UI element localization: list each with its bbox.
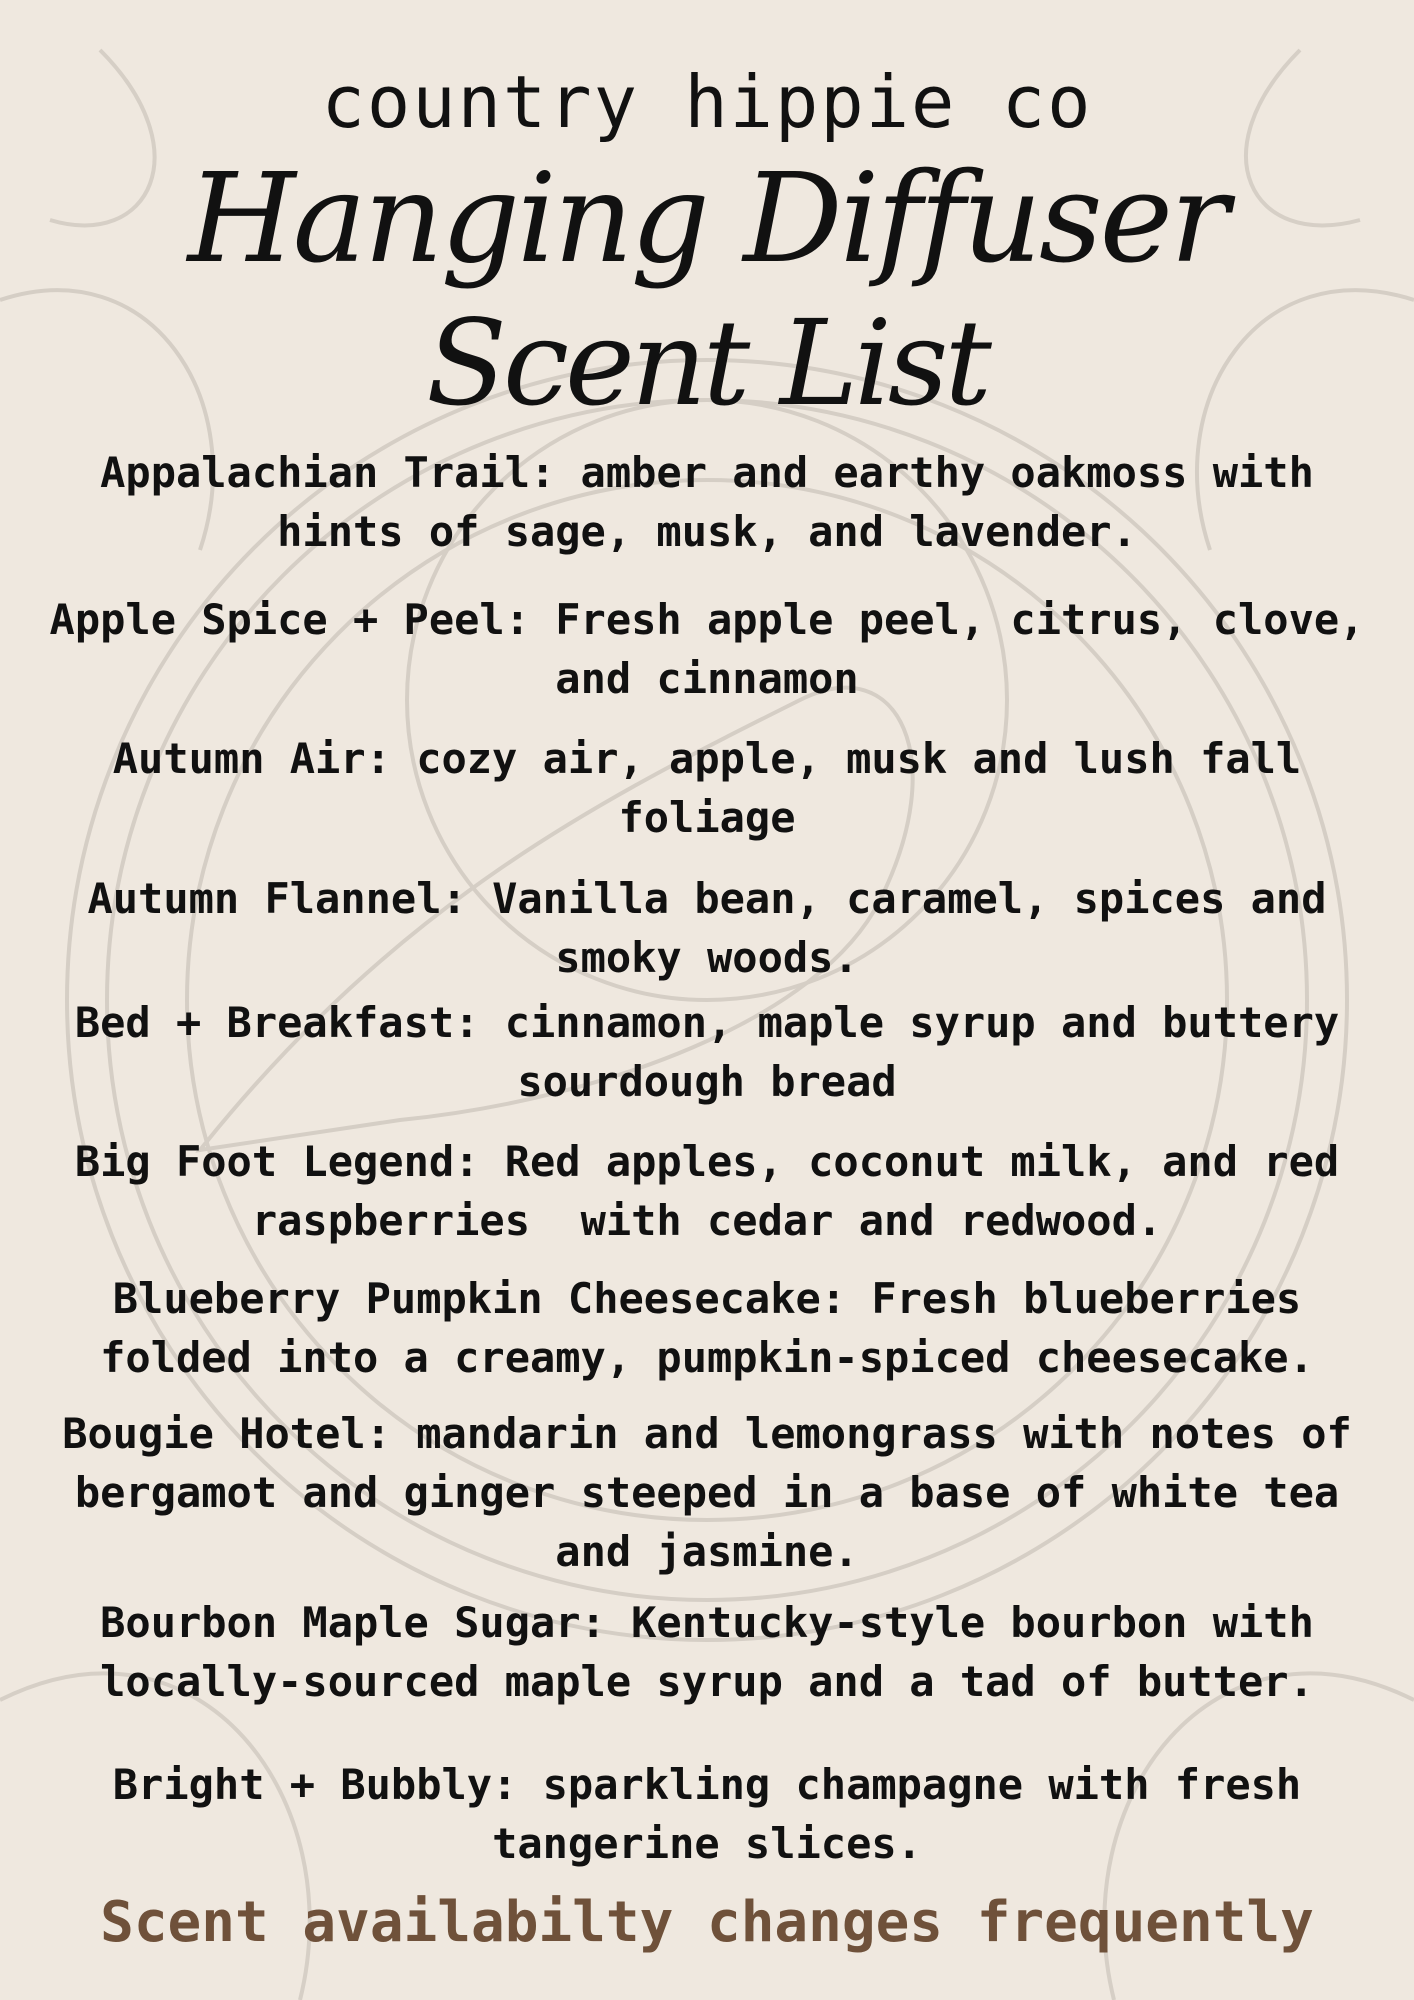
brand-name: country hippie co: [321, 60, 1093, 144]
scent-entry: Autumn Air: cozy air, apple, musk and lush fall foliage: [112, 734, 1327, 842]
scent-entry: Blueberry Pumpkin Cheesecake: Fresh blueberries folded into a creamy, pumpkin-spiced cheesecake.: [100, 1274, 1327, 1382]
scent-entry: Bourbon Maple Sugar: Kentucky-style bourbon with locally-sourced maple syrup and a tad of butter.: [100, 1598, 1340, 1706]
availability-notice: Scent availabilty changes frequently: [100, 1890, 1314, 1955]
title-line-1: Hanging Diffuser: [187, 147, 1227, 291]
scent-entry: Bed + Breakfast: cinnamon, maple syrup and buttery sourdough bread: [74, 998, 1365, 1106]
scent-entry: Bright + Bubbly: sparkling champagne with fresh tangerine slices.: [112, 1760, 1327, 1868]
scent-entry: Big Foot Legend: Red apples, coconut milk, and red raspberries with cedar and redwood.: [74, 1137, 1365, 1245]
scent-entry: Appalachian Trail: amber and earthy oakmoss with hints of sage, musk, and lavender.: [100, 448, 1340, 556]
scent-entry: Bougie Hotel: mandarin and lemongrass with notes of bergamot and ginger steeped in a base of white tea and jasmine.: [62, 1409, 1378, 1576]
scent-entry: Autumn Flannel: Vanilla bean, caramel, spices and smoky woods.: [87, 874, 1352, 982]
scent-entry: Apple Spice + Peel: Fresh apple peel, citrus, clove, and cinnamon: [49, 595, 1390, 703]
title-line-2: Scent List: [426, 294, 988, 432]
